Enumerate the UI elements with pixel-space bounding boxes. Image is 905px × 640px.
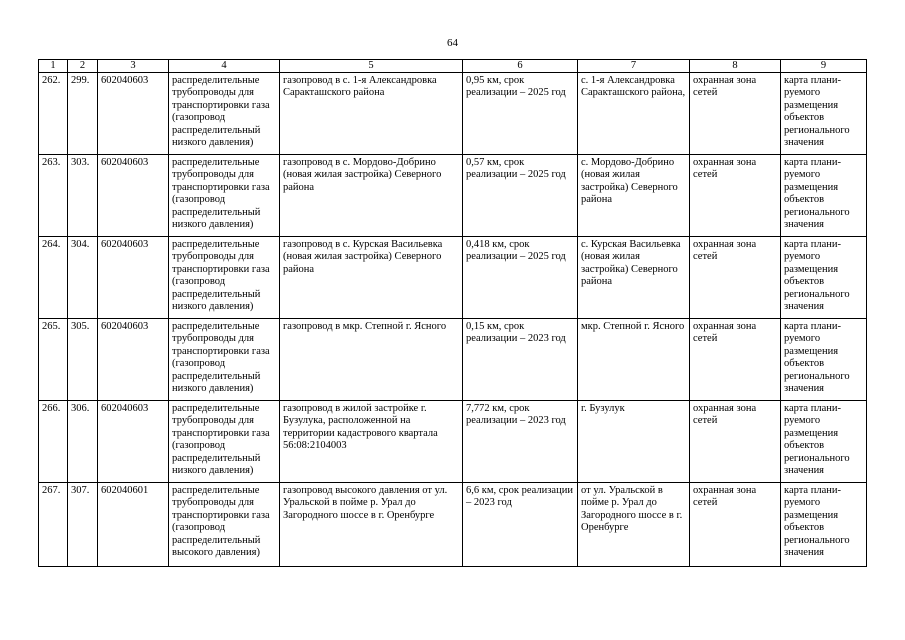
table-row (39, 237, 867, 319)
table-row (39, 483, 867, 567)
zone-type: охранная зона сетей (690, 155, 781, 237)
object-name: газопровод в с. Курская Васильевка (новая жилая застройка) Северного района (280, 237, 463, 319)
header-cell: 5 (280, 60, 463, 73)
source-number: 303. (68, 155, 98, 237)
object-location: с. Мордово-Добрино (новая жилая застройка) Северного района (578, 155, 690, 237)
object-code: 602040603 (98, 401, 169, 483)
zone-type: охранная зона сетей (690, 73, 781, 155)
table-row (39, 155, 867, 237)
object-characteristics: 0,57 км, срок реализации – 2025 год (463, 155, 578, 237)
object-characteristics: 0,95 км, срок реализации – 2025 год (463, 73, 578, 155)
page-number: 64 (447, 37, 458, 49)
object-type: распределительные трубопроводы для транспортировки газа (газопровод распределительный низкого давления) (169, 237, 280, 319)
row-number: 265. (39, 319, 68, 401)
object-code: 602040603 (98, 73, 169, 155)
object-name: газопровод в мкр. Степной г. Ясного (280, 319, 463, 401)
header-cell: 3 (98, 60, 169, 73)
object-type: распределительные трубопроводы для транспортировки газа (газопровод распределительный низкого давления) (169, 73, 280, 155)
header-cell: 1 (39, 60, 68, 73)
object-type: распределительные трубопроводы для транспортировки газа (газопровод распределительный низкого давления) (169, 155, 280, 237)
object-type: распределительные трубопроводы для транспортировки газа (газопровод распределительный высокого давления) (169, 483, 280, 567)
map-reference: карта плани-руемого размещения объектов регионального значения (781, 155, 867, 237)
header-cell: 7 (578, 60, 690, 73)
row-number: 263. (39, 155, 68, 237)
object-name: газопровод в жилой застройке г. Бузулука, расположенной на территории кадастрового квартала 56:08:2104003 (280, 401, 463, 483)
map-reference: карта плани-руемого размещения объектов регионального значения (781, 73, 867, 155)
row-number: 262. (39, 73, 68, 155)
header-cell: 2 (68, 60, 98, 73)
source-number: 299. (68, 73, 98, 155)
object-code: 602040603 (98, 237, 169, 319)
header-row (39, 60, 867, 73)
object-type: распределительные трубопроводы для транспортировки газа (газопровод распределительный низкого давления) (169, 319, 280, 401)
row-number: 267. (39, 483, 68, 567)
objects-table (38, 59, 867, 567)
object-location: г. Бузулук (578, 401, 690, 483)
object-location: от ул. Уральской в пойме р. Урал до Загородного шоссе в г. Оренбурге (578, 483, 690, 567)
object-location: с. 1-я Александровка Саракташского района, (578, 73, 690, 155)
row-number: 264. (39, 237, 68, 319)
zone-type: охранная зона сетей (690, 237, 781, 319)
object-code: 602040601 (98, 483, 169, 567)
object-type: распределительные трубопроводы для транспортировки газа (газопровод распределительный низкого давления) (169, 401, 280, 483)
object-characteristics: 6,6 км, срок реализации – 2023 год (463, 483, 578, 567)
object-name: газопровод высокого давления от ул. Уральской в пойме р. Урал до Загородного шоссе в г. Оренбурге (280, 483, 463, 567)
object-name: газопровод в с. Мордово-Добрино (новая жилая застройка) Северного района (280, 155, 463, 237)
map-reference: карта плани-руемого размещения объектов регионального значения (781, 237, 867, 319)
source-number: 305. (68, 319, 98, 401)
object-characteristics: 0,15 км, срок реализации – 2023 год (463, 319, 578, 401)
table-row (39, 319, 867, 401)
map-reference: карта плани-руемого размещения объектов регионального значения (781, 319, 867, 401)
source-number: 304. (68, 237, 98, 319)
zone-type: охранная зона сетей (690, 401, 781, 483)
source-number: 307. (68, 483, 98, 567)
header-cell: 6 (463, 60, 578, 73)
header-cell: 4 (169, 60, 280, 73)
table-row (39, 401, 867, 483)
object-characteristics: 7,772 км, срок реализации – 2023 год (463, 401, 578, 483)
object-code: 602040603 (98, 319, 169, 401)
header-cell: 8 (690, 60, 781, 73)
header-cell: 9 (781, 60, 867, 73)
table-row (39, 73, 867, 155)
object-location: с. Курская Васильевка (новая жилая застройка) Северного района (578, 237, 690, 319)
zone-type: охранная зона сетей (690, 483, 781, 567)
object-name: газопровод в с. 1-я Александровка Саракташского района (280, 73, 463, 155)
object-location: мкр. Степной г. Ясного (578, 319, 690, 401)
map-reference: карта плани-руемого размещения объектов регионального значения (781, 483, 867, 567)
row-number: 266. (39, 401, 68, 483)
map-reference: карта плани-руемого размещения объектов регионального значения (781, 401, 867, 483)
object-characteristics: 0,418 км, срок реализации – 2025 год (463, 237, 578, 319)
source-number: 306. (68, 401, 98, 483)
object-code: 602040603 (98, 155, 169, 237)
zone-type: охранная зона сетей (690, 319, 781, 401)
